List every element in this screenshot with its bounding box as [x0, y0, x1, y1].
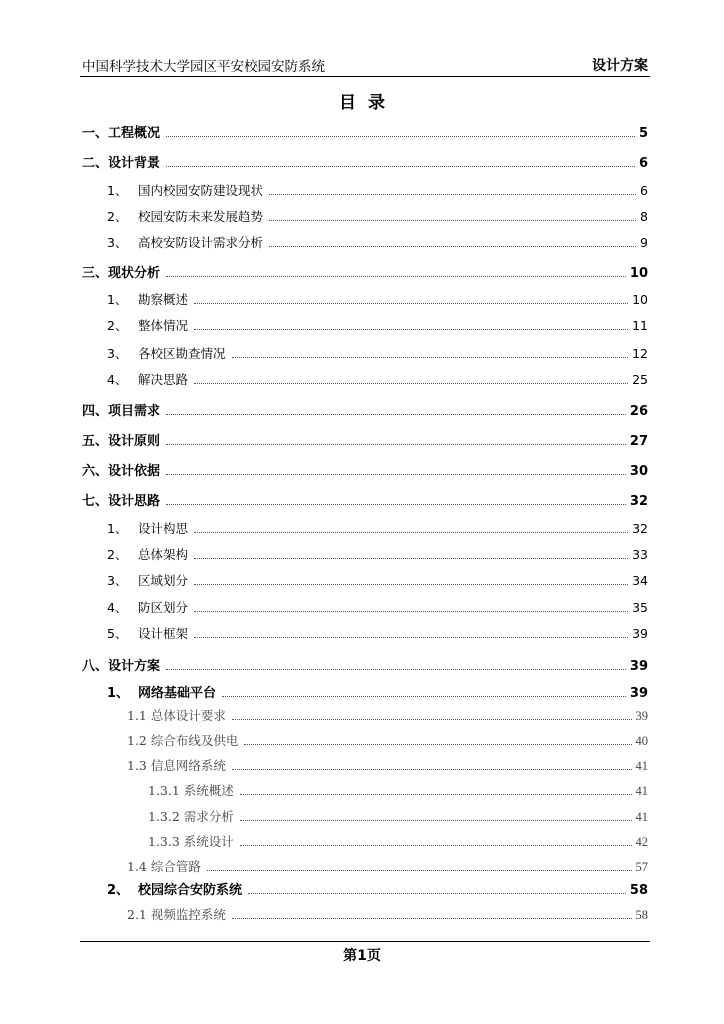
toc-entry-label: 总体架构: [138, 547, 189, 562]
toc-leader-dots: [194, 637, 628, 638]
toc-leader-dots: [232, 357, 629, 358]
toc-entry-page: 27: [629, 434, 648, 449]
toc-leader-dots: [222, 696, 626, 697]
toc-leader-dots: [240, 794, 632, 795]
toc-entry-number: 二、: [82, 156, 109, 171]
toc-entry-number: 1.2: [127, 733, 151, 748]
toc-leader-dots: [269, 220, 636, 221]
toc-entry-page: 39: [629, 686, 648, 701]
toc-entry-label: 综合布线及供电: [150, 733, 239, 748]
toc-entry[interactable]: [82, 460, 648, 480]
toc-entry[interactable]: [127, 756, 648, 776]
toc-entry[interactable]: [107, 207, 648, 227]
toc-leader-dots: [194, 558, 628, 559]
toc-entry-page: 57: [635, 860, 648, 874]
toc-entry-label: 防区划分: [138, 600, 189, 615]
toc-entry[interactable]: [82, 655, 648, 675]
toc-entry-label: 需求分析: [183, 809, 234, 824]
toc-entry[interactable]: [107, 545, 648, 565]
toc-entry-number: 2、: [107, 883, 130, 898]
toc-entry-number: 1.4: [127, 859, 151, 874]
toc-entry-page: 32: [632, 521, 648, 536]
toc-entry-page: 41: [635, 810, 648, 824]
toc-entry-number: 3、: [107, 573, 128, 588]
toc-entry[interactable]: [107, 571, 648, 591]
toc-entry-label: 设计构思: [138, 521, 189, 536]
toc-leader-dots: [207, 870, 632, 871]
toc-entry-label: 校园综合安防系统: [138, 883, 243, 898]
toc-entry-label: 设计思路: [108, 494, 161, 509]
toc-entry-label: 解决思路: [138, 372, 189, 387]
toc-entry-label: 系统概述: [183, 783, 234, 798]
toc-entry-label: 信息网络系统: [150, 758, 226, 773]
toc-entry-page: 12: [632, 346, 648, 361]
toc-entry[interactable]: [127, 857, 648, 877]
toc-entry-number: 五、: [82, 434, 109, 449]
toc-leader-dots: [244, 744, 631, 745]
toc-entry-number: 1、: [107, 183, 128, 198]
toc-entry-page: 9: [640, 235, 648, 250]
toc-entry-number: 八、: [82, 659, 109, 674]
toc-entry[interactable]: [127, 905, 648, 925]
toc-entry-page: 25: [632, 372, 648, 387]
toc-entry-label: 区域划分: [138, 573, 189, 588]
document-type: 设计方案: [592, 58, 648, 74]
toc-entry[interactable]: [107, 682, 648, 702]
toc-entry-label: 设计方案: [108, 659, 161, 674]
toc-entry-number: 1.1: [127, 708, 151, 723]
toc-entry[interactable]: [82, 152, 648, 172]
toc-entry[interactable]: [82, 430, 648, 450]
toc-entry[interactable]: [107, 598, 648, 618]
toc-leader-dots: [166, 136, 635, 137]
toc-leader-dots: [166, 166, 635, 167]
toc-entry[interactable]: [107, 370, 648, 390]
toc-entry[interactable]: [148, 807, 648, 827]
toc-entry-number: 1、: [107, 292, 128, 307]
toc-entry-page: 39: [635, 709, 648, 723]
toc-entry-page: 10: [632, 292, 648, 307]
toc-entry-number: 六、: [82, 464, 109, 479]
toc-entry[interactable]: [107, 181, 648, 201]
toc-leader-dots: [248, 893, 626, 894]
toc-entry-label: 总体设计要求: [150, 708, 226, 723]
toc-entry-number: 三、: [82, 266, 109, 281]
toc-entry-page: 30: [629, 464, 648, 479]
toc-entry-label: 高校安防设计需求分析: [138, 235, 264, 250]
toc-leader-dots: [269, 194, 636, 195]
toc-entry[interactable]: [107, 519, 648, 539]
toc-entry-number: 2.1: [127, 907, 151, 922]
toc-entry-number: 1.3.1: [148, 783, 184, 798]
toc-entry-number: 七、: [82, 494, 109, 509]
toc-entry-page: 41: [635, 784, 648, 798]
toc-leader-dots: [232, 918, 632, 919]
toc-leader-dots: [194, 329, 628, 330]
toc-entry[interactable]: [107, 233, 648, 253]
toc-leader-dots: [232, 769, 632, 770]
toc-entry-number: 1.3.3: [148, 834, 184, 849]
toc-entry-number: 5、: [107, 626, 128, 641]
toc-leader-dots: [194, 611, 628, 612]
toc-entry[interactable]: [107, 879, 648, 899]
toc-entry-number: 2、: [107, 318, 128, 333]
toc-entry-number: 1.3.2: [148, 809, 184, 824]
toc-entry-page: 40: [635, 734, 648, 748]
toc-entry[interactable]: [107, 316, 648, 336]
toc-entry[interactable]: [148, 781, 648, 801]
toc-leader-dots: [232, 719, 632, 720]
toc-entry-page: 41: [635, 759, 648, 773]
header-divider: [80, 76, 650, 77]
toc-entry[interactable]: [107, 344, 648, 364]
toc-entry-label: 各校区勘查情况: [138, 346, 226, 361]
toc-entry-label: 勘察概述: [138, 292, 189, 307]
toc-entry-number: 4、: [107, 600, 128, 615]
toc-entry[interactable]: [82, 122, 648, 142]
toc-entry-label: 网络基础平台: [138, 686, 217, 701]
toc-leader-dots: [269, 246, 636, 247]
toc-entry-number: 2、: [107, 209, 128, 224]
page-header: [82, 55, 648, 75]
toc-entry-label: 工程概况: [108, 126, 161, 141]
toc-entry-number: 3、: [107, 235, 128, 250]
toc-entry-label: 设计框架: [138, 626, 189, 641]
toc-entry-page: 39: [629, 659, 648, 674]
toc-entry[interactable]: [127, 706, 648, 726]
toc-entry-label: 现状分析: [108, 266, 161, 281]
toc-leader-dots: [194, 532, 628, 533]
toc-leader-dots: [166, 669, 626, 670]
toc-entry-page: 58: [635, 908, 648, 922]
toc-entry-label: 设计依据: [108, 464, 161, 479]
toc-entry-number: 1、: [107, 686, 130, 701]
toc-entry[interactable]: [82, 262, 648, 282]
toc-entry-page: 10: [629, 266, 648, 281]
toc-entry[interactable]: [82, 490, 648, 510]
toc-leader-dots: [240, 845, 632, 846]
toc-entry-label: 校园安防未来发展趋势: [138, 209, 264, 224]
toc-entry-page: 35: [632, 600, 648, 615]
toc-entry-page: 42: [635, 835, 648, 849]
footer-divider: [80, 941, 650, 942]
toc-entry-label: 视频监控系统: [150, 907, 226, 922]
toc-entry-page: 32: [629, 494, 648, 509]
toc-entry-number: 四、: [82, 404, 109, 419]
toc-leader-dots: [194, 584, 628, 585]
toc-entry-number: 4、: [107, 372, 128, 387]
toc-entry-page: 58: [629, 883, 648, 898]
toc-entry-number: 2、: [107, 547, 128, 562]
toc-entry[interactable]: [107, 290, 648, 310]
toc-entry-page: 33: [632, 547, 648, 562]
toc-leader-dots: [240, 820, 632, 821]
toc-entry-page: 6: [640, 183, 648, 198]
toc-leader-dots: [166, 504, 626, 505]
toc-entry-label: 国内校园安防建设现状: [138, 183, 264, 198]
toc-leader-dots: [166, 414, 626, 415]
toc-entry-number: 1.3: [127, 758, 151, 773]
toc-entry-label: 项目需求: [108, 404, 161, 419]
toc-entry-page: 8: [640, 209, 648, 224]
page-number: 第1页: [343, 948, 381, 964]
toc-entry-label: 设计原则: [108, 434, 161, 449]
toc-entry-page: 11: [632, 318, 648, 333]
toc-entry-page: 39: [632, 626, 648, 641]
toc-leader-dots: [166, 474, 626, 475]
toc-entry-page: 5: [638, 126, 648, 141]
toc-entry-number: 3、: [107, 346, 128, 361]
toc-entry[interactable]: [148, 832, 648, 852]
toc-entry-label: 设计背景: [108, 156, 161, 171]
toc-entry-label: 系统设计: [183, 834, 234, 849]
toc-entry-label: 整体情况: [138, 318, 189, 333]
toc-entry-number: 一、: [82, 126, 109, 141]
toc-entry-page: 6: [638, 156, 648, 171]
toc-entry-label: 综合管路: [150, 859, 201, 874]
toc-title: 目录: [339, 93, 397, 113]
toc-leader-dots: [194, 303, 628, 304]
toc-leader-dots: [194, 383, 628, 384]
toc-entry[interactable]: [127, 731, 648, 751]
toc-entry-page: 26: [629, 404, 648, 419]
toc-entry[interactable]: [107, 624, 648, 644]
toc-leader-dots: [166, 276, 626, 277]
document-title: 中国科学技术大学园区平安校园安防系统: [82, 59, 325, 75]
toc-entry-page: 34: [632, 573, 648, 588]
toc-entry[interactable]: [82, 400, 648, 420]
toc-leader-dots: [166, 444, 626, 445]
toc-entry-number: 1、: [107, 521, 128, 536]
